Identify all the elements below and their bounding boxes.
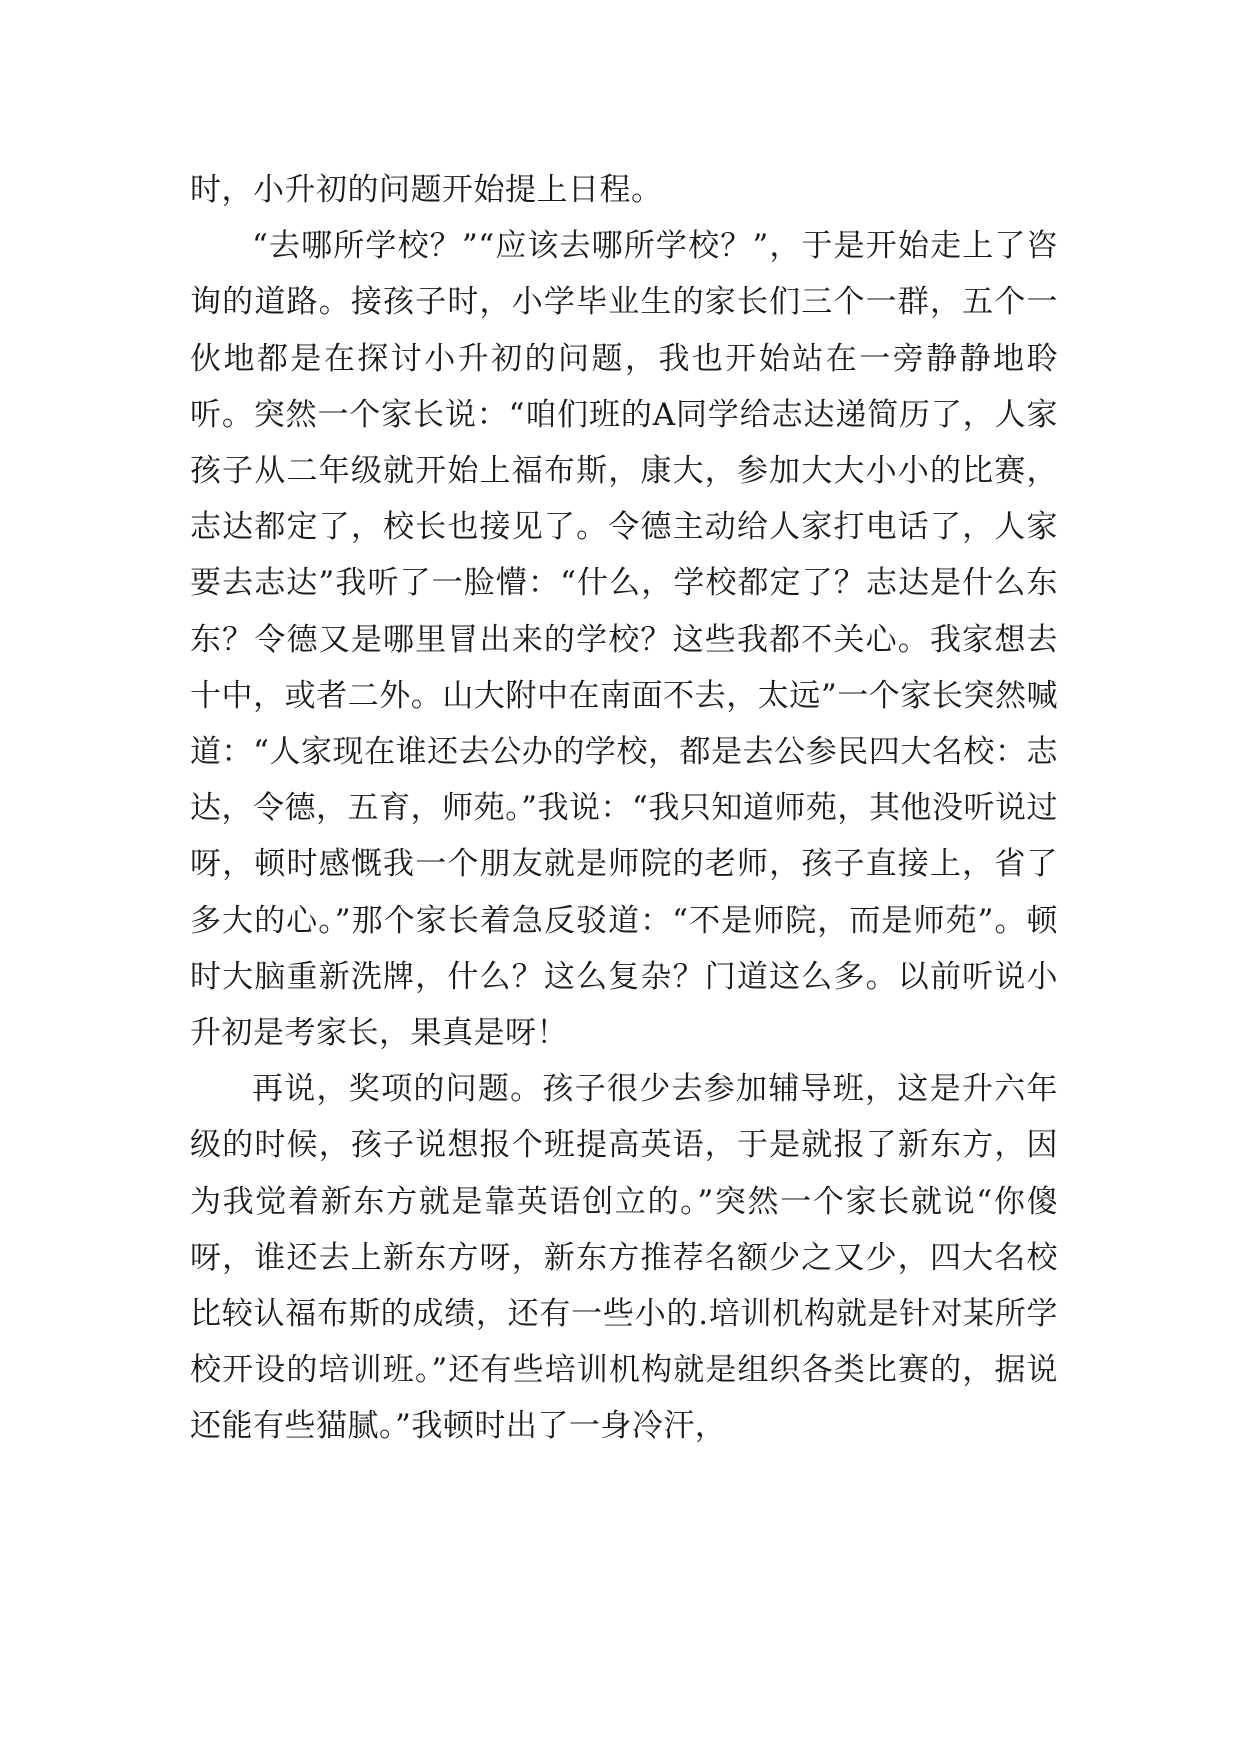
body-text <box>190 162 1058 1455</box>
paragraph-school-choice: “去哪所学校？”“应该去哪所学校？”，于是开始走上了咨询的道路。接孩子时，小学毕业生的家长们三个一群，五个一伙地都是在探讨小升初的问题，我也开始站在一旁静静地聆听。突然一个家长说：“咱们班的A同学给志达递简历了，人家孩子从二年级就开始上福布斯，康大，参加大大小小的比赛，志达都定了，校长也接见了。令德主动给人家打电话了，人家要去志达”我听了一脸懵：“什么，学校都定了？志达是什么东东？令德又是哪里冒出来的学校？这些我都不关心。我家想去十中，或者二外。山大附中在南面不去，太远”一个家长突然喊道：“人家现在谁还去公办的学校，都是去公参民四大名校：志达，令德，五育，师苑。”我说：“我只知道师苑，其他没听说过呀，顿时感慨我一个朋友就是师院的老师，孩子直接上，省了多大的心。”那个家长着急反驳道：“不是师院，而是师苑”。顿时大脑重新洗牌，什么？这么复杂？门道这么多。以前听说小升初是考家长，果真是呀！ <box>190 228 1058 1052</box>
paragraph-continuation: 时，小升初的问题开始提上日程。 <box>190 172 663 208</box>
paragraph-awards: 再说，奖项的问题。孩子很少去参加辅导班，这是升六年级的时候，孩子说想报个班提高英语，于是就报了新东方，因为我觉着新东方就是靠英语创立的。”突然一个家长就说“你傻呀，谁还去上新东方呀，新东方推荐名额少之又少，四大名校比较认福布斯的成绩，还有一些小的.培训机构就是针对某所学校开设的培训班。”还有些培训机构就是组织各类比赛的，据说还能有些猫腻。”我顿时出了一身冷汗， <box>190 1071 1058 1445</box>
